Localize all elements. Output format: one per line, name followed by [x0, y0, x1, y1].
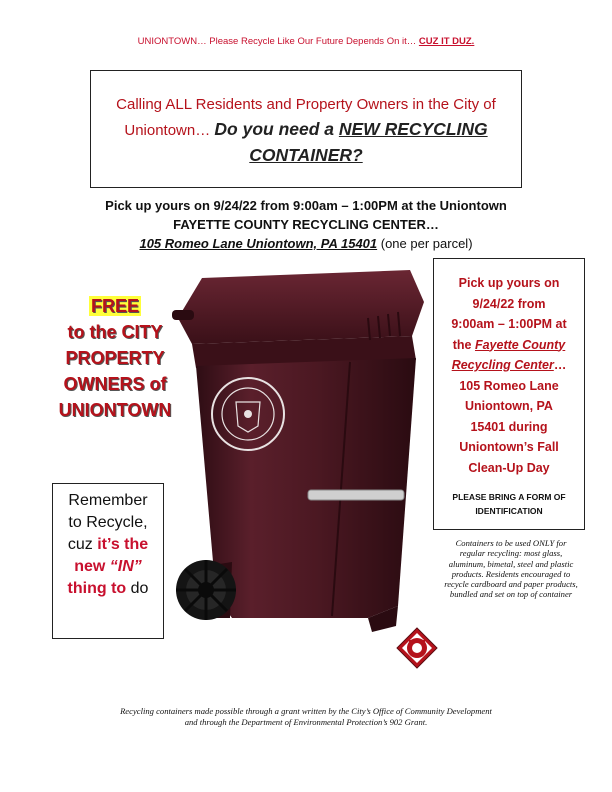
pickup-details [0, 196, 612, 253]
pickup-info-text [434, 273, 584, 478]
grant-footer [0, 706, 612, 728]
info-line-3: 9:00am – 1:00PM at [451, 317, 567, 331]
footer-line-1: Recycling containers made possible through a grant written by the City’s Office of Community Development [120, 706, 492, 716]
container-usage-note [430, 538, 592, 600]
remember-line-3b: it’s the [97, 536, 149, 553]
note-line-1: Containers to be used ONLY for [455, 538, 567, 548]
remember-line-4b: “IN” [109, 558, 142, 575]
free-line-3: PROPERTY [65, 348, 165, 368]
bin-handle [172, 310, 194, 320]
pickup-parcel-note: (one per parcel) [377, 236, 473, 251]
remember-line-5b: do [126, 580, 149, 597]
info-line-4b: Fayette County [474, 337, 566, 352]
call-line-2-start: Uniontown… [124, 122, 215, 139]
free-highlight: FREE [90, 296, 139, 316]
pickup-line-3 [0, 234, 612, 253]
remember-line-3a: cuz [67, 536, 98, 553]
info-line-5a: Recycling Center [451, 358, 554, 372]
bin-lid [178, 270, 424, 344]
banner-emphasis: CUZ IT DUZ. [418, 36, 475, 47]
remember-line-4 [53, 556, 163, 578]
bin-side-bar [308, 490, 404, 500]
top-banner [0, 36, 612, 47]
info-line-8: 15401 during [470, 419, 548, 434]
info-line-9: Uniontown’s Fall [459, 440, 559, 454]
remember-line-1: Remember [68, 492, 148, 509]
info-line-6: 105 Romeo Lane [459, 378, 559, 393]
info-line-4 [434, 335, 584, 356]
free-line-2: to the CITY [67, 322, 163, 342]
note-line-4: products. Residents encouraged to [451, 568, 571, 579]
info-line-5 [434, 355, 584, 376]
pickup-line-2: FAYETTE COUNTY RECYCLING CENTER… [173, 217, 439, 232]
call-line-2 [91, 117, 521, 143]
remember-line-4a: new [74, 558, 110, 575]
free-line-4: OWNERS of [63, 374, 167, 394]
pickup-info-box [433, 258, 585, 530]
free-line-5: UNIONTOWN [58, 400, 172, 420]
note-line-3: aluminum, bimetal, steel and plastic [448, 558, 574, 569]
remember-line-3 [53, 534, 163, 556]
info-line-7: Uniontown, PA [465, 399, 553, 413]
id-line-1: PLEASE BRING A FORM OF [452, 492, 566, 502]
call-line-3 [91, 143, 521, 169]
note-line-6: bundled and set on top of container [449, 589, 573, 600]
otto-logo [395, 626, 439, 670]
info-line-1: Pick up yours on [458, 276, 560, 290]
call-to-residents-box [90, 70, 522, 188]
pickup-line-1: Pick up yours on 9/24/22 from 9:00am – 1:00PM at the Uniontown [105, 198, 507, 213]
call-question: Do you need a [214, 119, 339, 139]
remember-line-2: to Recycle, [68, 514, 148, 531]
remember-line-5 [53, 578, 163, 600]
info-line-5b: … [553, 358, 567, 372]
call-question-end: CONTAINER? [249, 145, 363, 165]
call-line-1: Calling ALL Residents and Property Owners in the City of [116, 96, 496, 113]
id-line-2: IDENTIFICATION [475, 506, 543, 516]
footer-line-2: and through the Department of Environmental Protection’s 902 Grant. [184, 717, 428, 727]
call-question-underlined: NEW RECYCLING [338, 119, 488, 139]
recycling-bin-image [172, 266, 440, 656]
info-line-10: Clean-Up Day [468, 460, 550, 475]
banner-text: UNIONTOWN… Please Recycle Like Our Future Depends On it… [137, 36, 419, 47]
info-line-4a: the [452, 337, 475, 352]
pickup-address: 105 Romeo Lane Uniontown, PA 15401 [139, 236, 378, 251]
remember-line-5a: thing to [67, 580, 127, 597]
note-line-2: regular recycling: most glass, [459, 548, 563, 559]
id-requirement [434, 490, 584, 518]
remember-to-recycle-box [52, 483, 164, 639]
info-line-2: 9/24/22 from [472, 296, 546, 311]
free-offer-text [40, 293, 190, 423]
note-line-5: recycle cardboard and paper products, [444, 579, 578, 590]
bin-wheel [176, 560, 236, 620]
